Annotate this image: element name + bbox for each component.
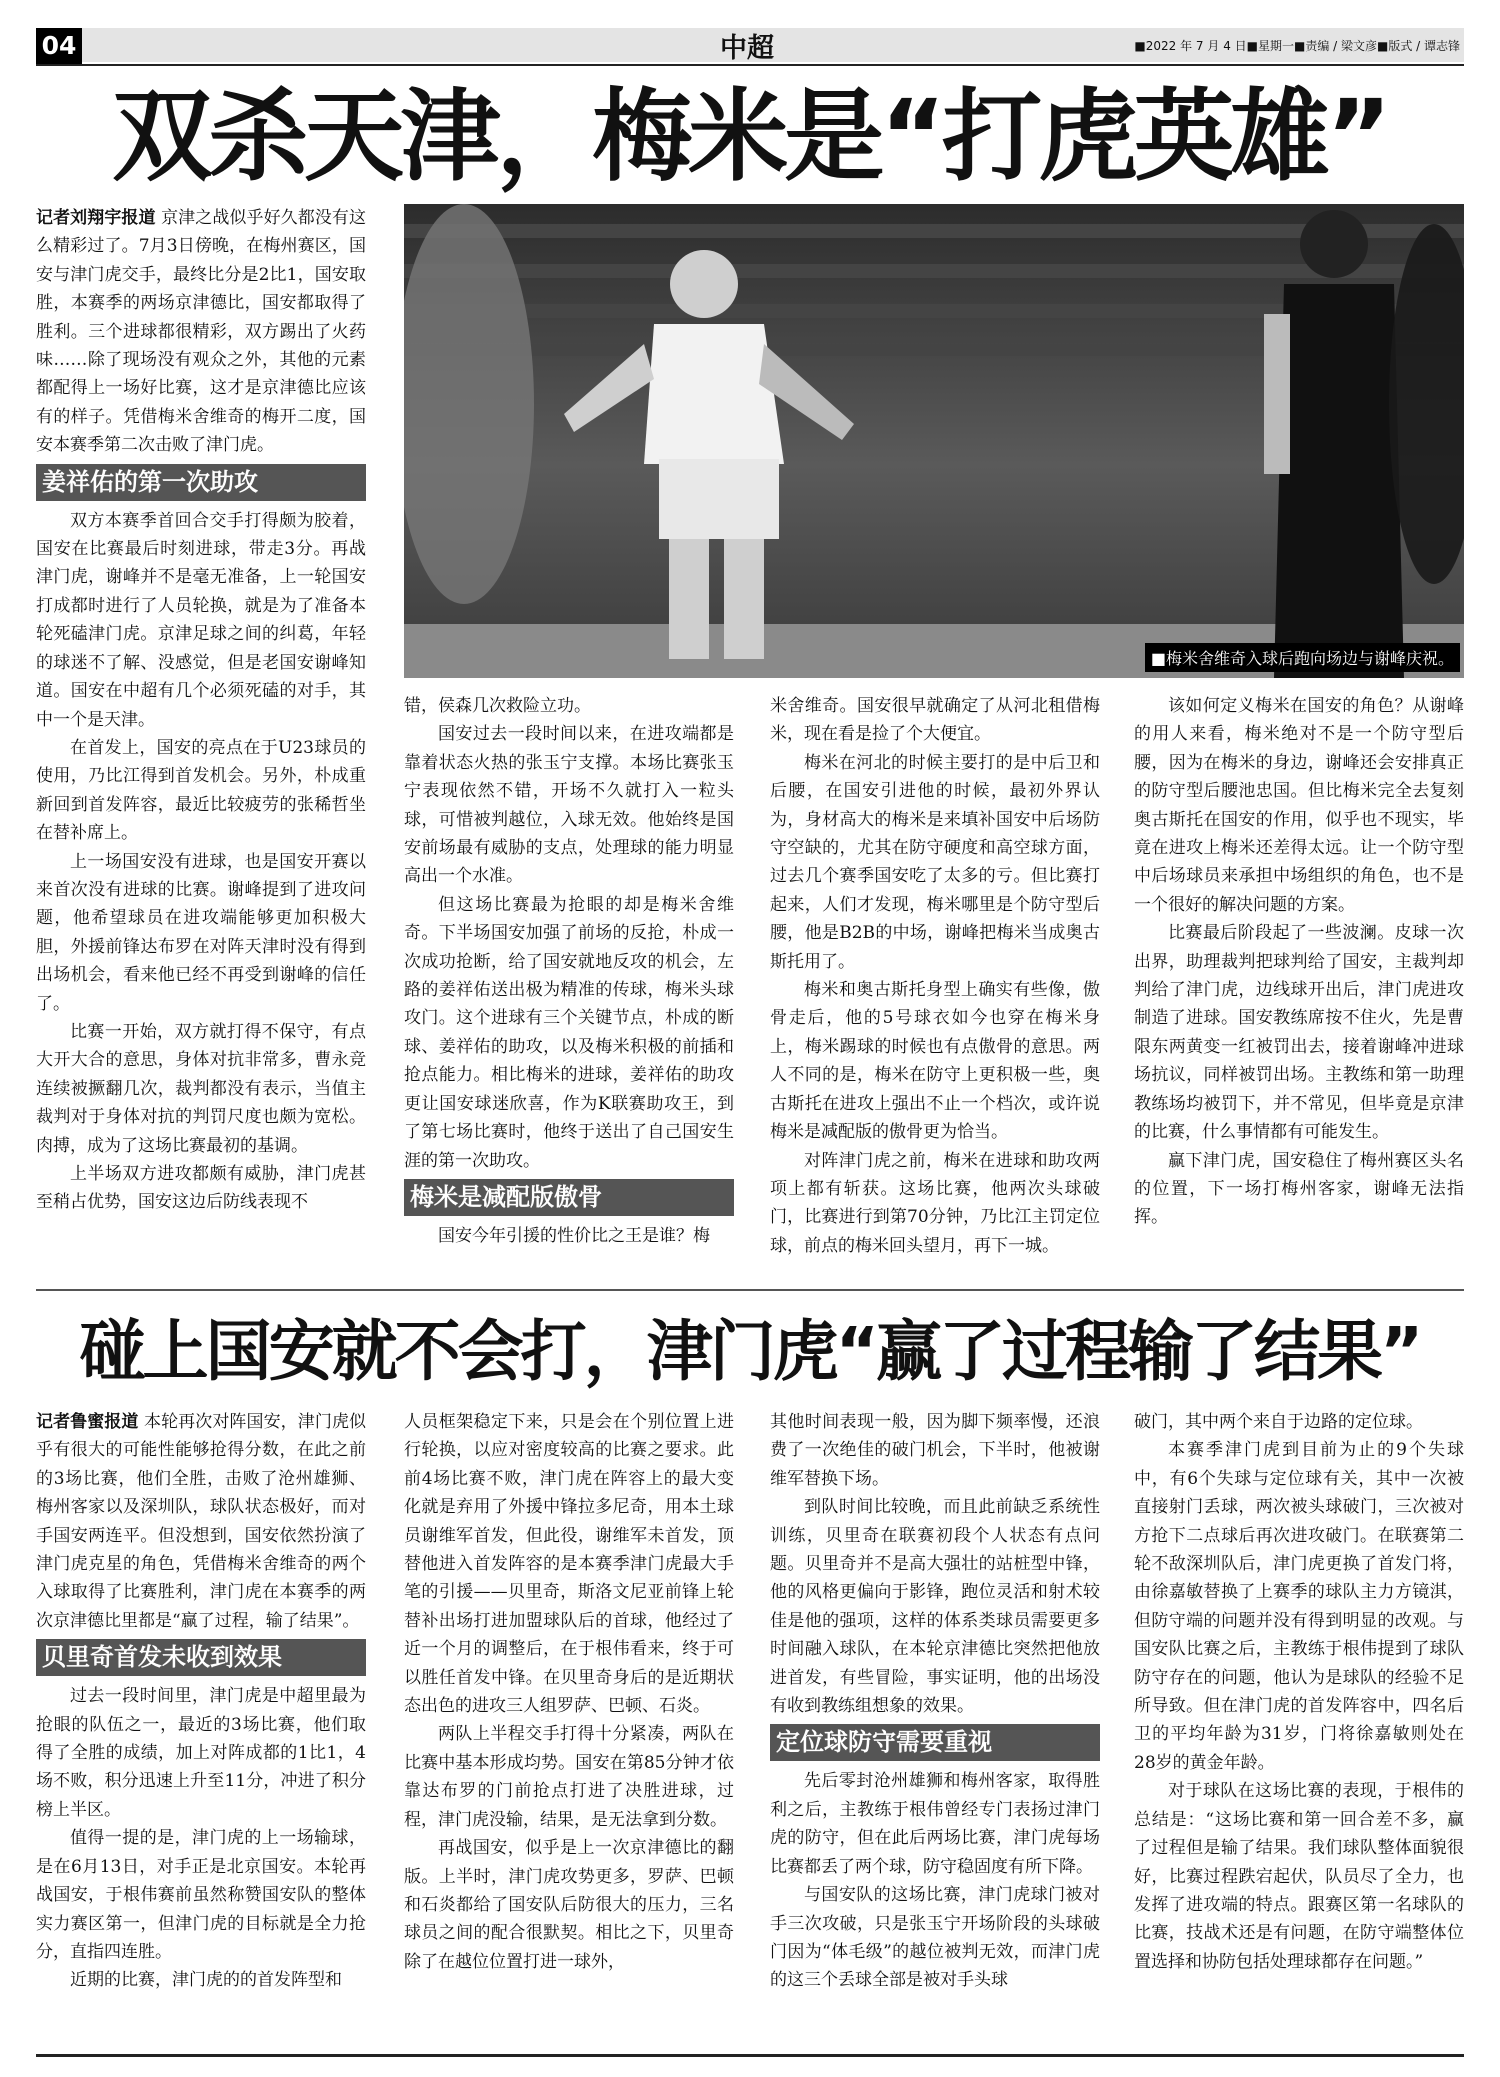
- paragraph: 与国安队的这场比赛，津门虎球门被对手三次攻破，只是张玉宁开场阶段的头球破门因为“体毛级”的越位被判无效，而津门虎的这三个丢球全部是被对手头球: [770, 1885, 1100, 1991]
- lead-paragraph: [36, 204, 366, 460]
- paragraph: 两队上半程交手打得十分紧凑，两队在比赛中基本形成均势。国安在第85分钟才依靠达布罗的门前抢点打进了决胜进球，过程，津门虎没输，结果，是无法拿到分数。: [404, 1724, 734, 1830]
- paragraph: 过去一段时间里，津门虎是中超里最为抢眼的队伍之一，最近的3场比赛，他们取得了全胜的成绩，加上对阵成都的1比1，4场不败，积分迅速上升至11分，冲进了积分榜上半区。: [36, 1686, 366, 1820]
- match-photo: [404, 204, 1464, 678]
- byline: 记者鲁蜜报道: [36, 1412, 139, 1432]
- paragraph: 先后零封沧州雄狮和梅州客家，取得胜利之后，主教练于根伟曾经专门表扬过津门虎的防守，但在此后两场比赛，津门虎每场比赛都丢了两个球，防守稳固度有所下降。: [770, 1771, 1100, 1877]
- article1-column-2: [404, 692, 734, 1279]
- paragraph: 到队时间比较晚，而且此前缺乏系统性训练，贝里奇在联赛初段个人状态有点问题。贝里奇并不是高大强壮的站桩型中锋，他的风格更偏向于影锋，跑位灵活和射术较佳是他的强项，这样的体系类球员需要更多时间融入球队，在本轮京津德比突然把他放进首发，有些冒险，事实证明，他的出场没有收到教练组想象的效果。: [770, 1497, 1100, 1717]
- lead-paragraph: [36, 1408, 366, 1635]
- player-celebration-illustration: [404, 204, 1464, 678]
- article-separator: [36, 1289, 1464, 1291]
- paragraph: 该如何定义梅米在国安的角色？从谢峰的用人来看，梅米绝对不是一个防守型后腰，因为在梅米的身边，谢峰还会安排真正的防守型后腰池忠国。但比梅米完全去复刻奥古斯托在国安的作用，似乎也不现实，毕竟在进攻上梅米还差得太远。让一个防守型中后场球员来承担中场组织的角色，也不是一个很好的解决问题的方案。: [1134, 696, 1464, 915]
- subheading: 姜祥佑的第一次助攻: [36, 464, 366, 501]
- paragraph: 对阵津门虎之前，梅米在进球和助攻两项上都有斩获。这场比赛，他两次头球破门，比赛进行到第70分钟，乃比江主罚定位球，前点的梅米回头望月，再下一城。: [770, 1150, 1100, 1256]
- photo-caption: ■梅米舍维奇入球后跑向场边与谢峰庆祝。: [1145, 643, 1460, 672]
- paragraph: 国安过去一段时间以来，在进攻端都是靠着状态火热的张玉宁支撑。本场比赛张玉宁表现依然不错，开场不久就打入一粒头球，可惜被判越位，入球无效。他始终是国安前场最有威胁的支点，处理球的能力明显高出一个水准。: [404, 724, 734, 887]
- paragraph: 其他时间表现一般，因为脚下频率慢，还浪费了一次绝佳的破门机会，下半时，他被谢维军替换下场。: [770, 1412, 1100, 1489]
- article1-column-4: [1134, 692, 1464, 1279]
- header-rule: [36, 64, 1464, 66]
- subheading: 定位球防守需要重视: [770, 1724, 1100, 1761]
- paragraph: 国安今年引援的性价比之王是谁？梅: [438, 1225, 710, 1246]
- paragraph: 对于球队在这场比赛的表现，于根伟的总结是：“这场比赛和第一回合差不多，赢了过程但是输了结果。我们球队整体面貌很好，比赛过程跌宕起伏，队员尽了全力，也发挥了进攻端的特点。跟赛区第一名球队的比赛，技战术还是有问题，在防守端整体位置选择和协防包括处理球都存在问题。”: [1134, 1781, 1464, 1972]
- paragraph: 本赛季津门虎到目前为止的9个失球中，有6个失球与定位球有关，其中一次被直接射门丢球，两次被头球破门，三次被对方抢下二点球后再次进攻破门。在联赛第二轮不敌深圳队后，津门虎更换了首发门将，由徐嘉敏替换了上赛季的球队主力方镜淇，但防守端的问题并没有得到明显的改观。与国安队比赛之后，主教练于根伟提到了球队防守存在的问题，他认为是球队的经验不足所导致。但在津门虎的首发阵容中，四名后卫的平均年龄为31岁，门将徐嘉敏则处在28岁的黄金年龄。: [1134, 1440, 1464, 1773]
- paragraph: 但这场比赛最为抢眼的却是梅米舍维奇。下半场国安加强了前场的反抢，朴成一次成功抢断，给了国安就地反攻的机会，左路的姜祥佑送出极为精准的传球，梅米头球攻门。这个进球有三个关键节点，朴成的断球、姜祥佑的助攻，以及梅米积极的前插和抢点能力。相比梅米的进球，姜祥佑的助攻更让国安球迷欣喜，作为K联赛助攻王，到了第七场比赛时，他终于送出了自己国安生涯的第一次助攻。: [404, 894, 734, 1171]
- page-number: 04: [36, 28, 82, 64]
- paragraph: 上半场双方进攻都颇有威胁，津门虎甚至稍占优势，国安这边后防线表现不: [36, 1164, 366, 1213]
- paragraph: 破门，其中两个来自于边路的定位球。: [1134, 1412, 1423, 1432]
- paragraph: 米舍维奇。国安很早就确定了从河北租借梅米，现在看是捡了个大便宜。: [770, 696, 1100, 745]
- lead-text: 京津之战似乎好久都没有这么精彩过了。7月3日傍晚，在梅州赛区，国安与津门虎交手，最终比分是2比1，国安取胜，本赛季的两场京津德比，国安都取得了胜利。三个进球都很精彩，双方踢出了火药味……除了现场没有观众之外，其他的元素都配得上一场好比赛，这才是京津德比应该有的样子。凭借梅米舍维奇的梅开二度，国安本赛季第二次击败了津门虎。: [36, 208, 366, 456]
- lead-text: 本轮再次对阵国安，津门虎似乎有很大的可能性能够抢得分数，在此之前的3场比赛，他们全胜，击败了沧州雄狮、梅州客家以及深圳队，球队状态极好，而对手国安两连平。但没想到，国安依然扮演了津门虎克星的角色，凭借梅米舍维奇的两个入球取得了比赛胜利，津门虎在本赛季的两次京津德比里都是“赢了过程，输了结果”。: [36, 1412, 366, 1631]
- article2-headline: 碰上国安就不会打，津门虎“赢了过程输了结果”: [79, 1313, 1421, 1390]
- article2-column-4: [1134, 1408, 1464, 2048]
- article2-column-3: [770, 1408, 1100, 2048]
- paragraph: 比赛一开始，双方就打得不保守，有点大开大合的意思，身体对抗非常多，曹永竞连续被撅翻几次，裁判都没有表示，当值主裁判对于身体对抗的判罚尺度也颇为宽松。肉搏，成为了这场比赛最初的基调。: [36, 1021, 366, 1156]
- footer-rule: [36, 2054, 1464, 2057]
- paragraph: 梅米和奥古斯托身型上确实有些像，傲骨走后，他的5号球衣如今也穿在梅米身上，梅米踢球的时候也有点傲骨的意思。两人不同的是，梅米在防守上更积极一些，奥古斯托在进攻上强出不止一个档次，或许说梅米是减配版的傲骨更为恰当。: [770, 980, 1100, 1143]
- article2-column-2: [404, 1408, 734, 2048]
- subheading: 贝里奇首发未收到效果: [36, 1639, 366, 1676]
- paragraph: 再战国安，似乎是上一次京津德比的翻版。上半时，津门虎攻势更多，罗萨、巴顿和石炎都给了国安队后防很大的压力，三名球员之间的配合很默契。相比之下，贝里奇除了在越位位置打进一球外，: [404, 1838, 734, 1972]
- paragraph: 双方本赛季首回合交手打得颇为胶着，国安在比赛最后时刻进球，带走3分。再战津门虎，谢峰并不是毫无准备，上一轮国安打成都时进行了人员轮换，就是为了准备本轮死磕津门虎。京津足球之间的纠葛，年轻的球迷不了解、没感觉，但是老国安谢峰知道。国安在中超有几个必须死磕的对手，其中一个是天津。: [36, 510, 366, 730]
- paragraph: 在首发上，国安的亮点在于U23球员的使用，乃比江得到首发机会。另外，朴成重新回到首发阵容，最近比较疲劳的张稀哲坐在替补席上。: [36, 737, 366, 844]
- paragraph: 近期的比赛，津门虎的的首发阵型和: [70, 1970, 342, 1991]
- paragraph: 比赛最后阶段起了一些波澜。皮球一次出界，助理裁判把球判给了国安，主裁判却判给了津门虎，边线球开出后，津门虎进攻制造了进球。国安教练席按不住火，先是曹限东两黄变一红被罚出去，接着谢峰冲进球场抗议，同样被罚出场。主教练和第一助理教练场均被罚下，并不常见，但毕竟是京津的比赛，什么事情都有可能发生。: [1134, 923, 1464, 1143]
- paragraph: 错，侯森几次救险立功。: [404, 696, 591, 716]
- paragraph: 梅米在河北的时候主要打的是中后卫和后腰，在国安引进他的时候，最初外界认为，身材高大的梅米是来填补国安中后场防守空缺的，尤其在防守硬度和高空球方面，过去几个赛季国安吃了太多的亏。但比赛打起来，人们才发现，梅米哪里是个防守型后腰，他是B2B的中场，谢峰把梅米当成奥古斯托用了。: [770, 752, 1100, 972]
- paragraph: 赢下津门虎，国安稳住了梅州赛区头名的位置，下一场打梅州客家，谢峰无法指挥。: [1134, 1150, 1464, 1228]
- article1-column-1: [36, 204, 366, 1279]
- section-title: 中超: [720, 33, 774, 64]
- issue-meta: ■2022 年 7 月 4 日■星期一■责编 / 梁文彦■版式 / 谭志锋: [1134, 39, 1460, 53]
- article2-column-1: [36, 1408, 366, 2048]
- paragraph: 值得一提的是，津门虎的上一场输球，是在6月13日，对手正是北京国安。本轮再战国安，于根伟赛前虽然称赞国安队的整体实力赛区第一，但津门虎的目标就是全力抢分，直指四连胜。: [36, 1828, 366, 1962]
- paragraph: 人员框架稳定下来，只是会在个别位置上进行轮换，以应对密度较高的比赛之要求。此前4场比赛不败，津门虎在阵容上的最大变化就是弃用了外援中锋拉多尼奇，用本土球员谢维军首发，但此役，谢维军未首发，顶替他进入首发阵容的是本赛季津门虎最大手笔的引援——贝里奇，斯洛文尼亚前锋上轮替补出场打进加盟球队后的首球，他经过了近一个月的调整后，在于根伟看来，终于可以胜任首发中锋。在贝里奇身后的是近期状态出色的进攻三人组罗萨、巴顿、石炎。: [404, 1412, 734, 1717]
- paragraph: 上一场国安没有进球，也是国安开赛以来首次没有进球的比赛。谢峰提到了进攻问题，他希望球员在进攻端能够更加积极大胆，外援前锋达布罗在对阵天津时没有得到出场机会，看来他已经不再受到谢峰的信任了。: [36, 851, 366, 1014]
- byline: 记者刘翔宇报道: [36, 208, 156, 228]
- article1-headline: 双杀天津，梅米是“打虎英雄”: [112, 78, 1388, 195]
- subheading: 梅米是减配版傲骨: [404, 1179, 734, 1216]
- article1-column-3: [770, 692, 1100, 1279]
